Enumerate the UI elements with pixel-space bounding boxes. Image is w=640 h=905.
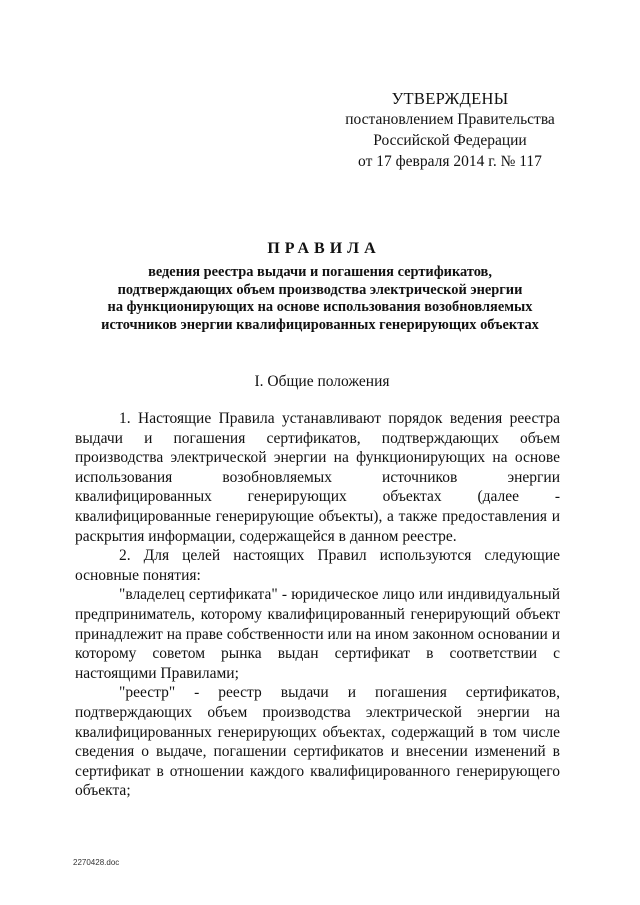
section-heading: I. Общие положения (254, 373, 390, 390)
approval-block (345, 88, 555, 172)
document-body (75, 409, 560, 801)
document-title: ПРАВИЛА (267, 240, 381, 257)
subtitle-line: ведения реестра выдачи и погашения сертификатов, (148, 264, 492, 280)
approval-line: Российской Федерации (373, 132, 527, 149)
paragraph: 1. Настоящие Правила устанавливают порядок ведения реестра выдачи и погашения сертификатов, подтверждающих объем производства электрической энергии на функционирующих на основе использования возобновляемых источников энергии квалифицированных генерирующих объектах (далее - квалифицированные генерирующие объекты), а также предоставления и раскрытия информации, содержащейся в данном реестре. (75, 410, 560, 545)
document-subtitle (60, 264, 580, 334)
subtitle-line: источников энергии квалифицированных генерирующих объектах (101, 316, 539, 333)
approval-line: постановлением Правительства (345, 111, 555, 128)
approval-title: УТВЕРЖДЕНЫ (391, 89, 509, 108)
paragraph: 2. Для целей настоящих Правил используются следующие основные понятия: (75, 547, 560, 584)
subtitle-line: на функционирующих на основе использования возобновляемых (107, 299, 533, 315)
paragraph: "владелец сертификата" - юридическое лицо или индивидуальный предприниматель, которому квалифицированный генерирующий объект принадлежит на праве собственности или на ином законном основании и которому советом рынка выдан сертификат в соответствии с настоящими Правилами; (75, 586, 560, 682)
paragraph: "реестр" - реестр выдачи и погашения сертификатов, подтверждающих объем производства электрической энергии на квалифицированных генерирующих объектах, содержащий в том числе сведения о выдаче, погашении сертификатов и внесении изменений в сертификат в отношении каждого квалифицированного генерирующего объекта; (75, 684, 560, 800)
subtitle-line: подтверждающих объем производства электрической энергии (117, 281, 523, 298)
file-code: 2270428.doc (73, 858, 120, 867)
approval-date: от 17 февраля 2014 г. № 117 (358, 153, 542, 170)
